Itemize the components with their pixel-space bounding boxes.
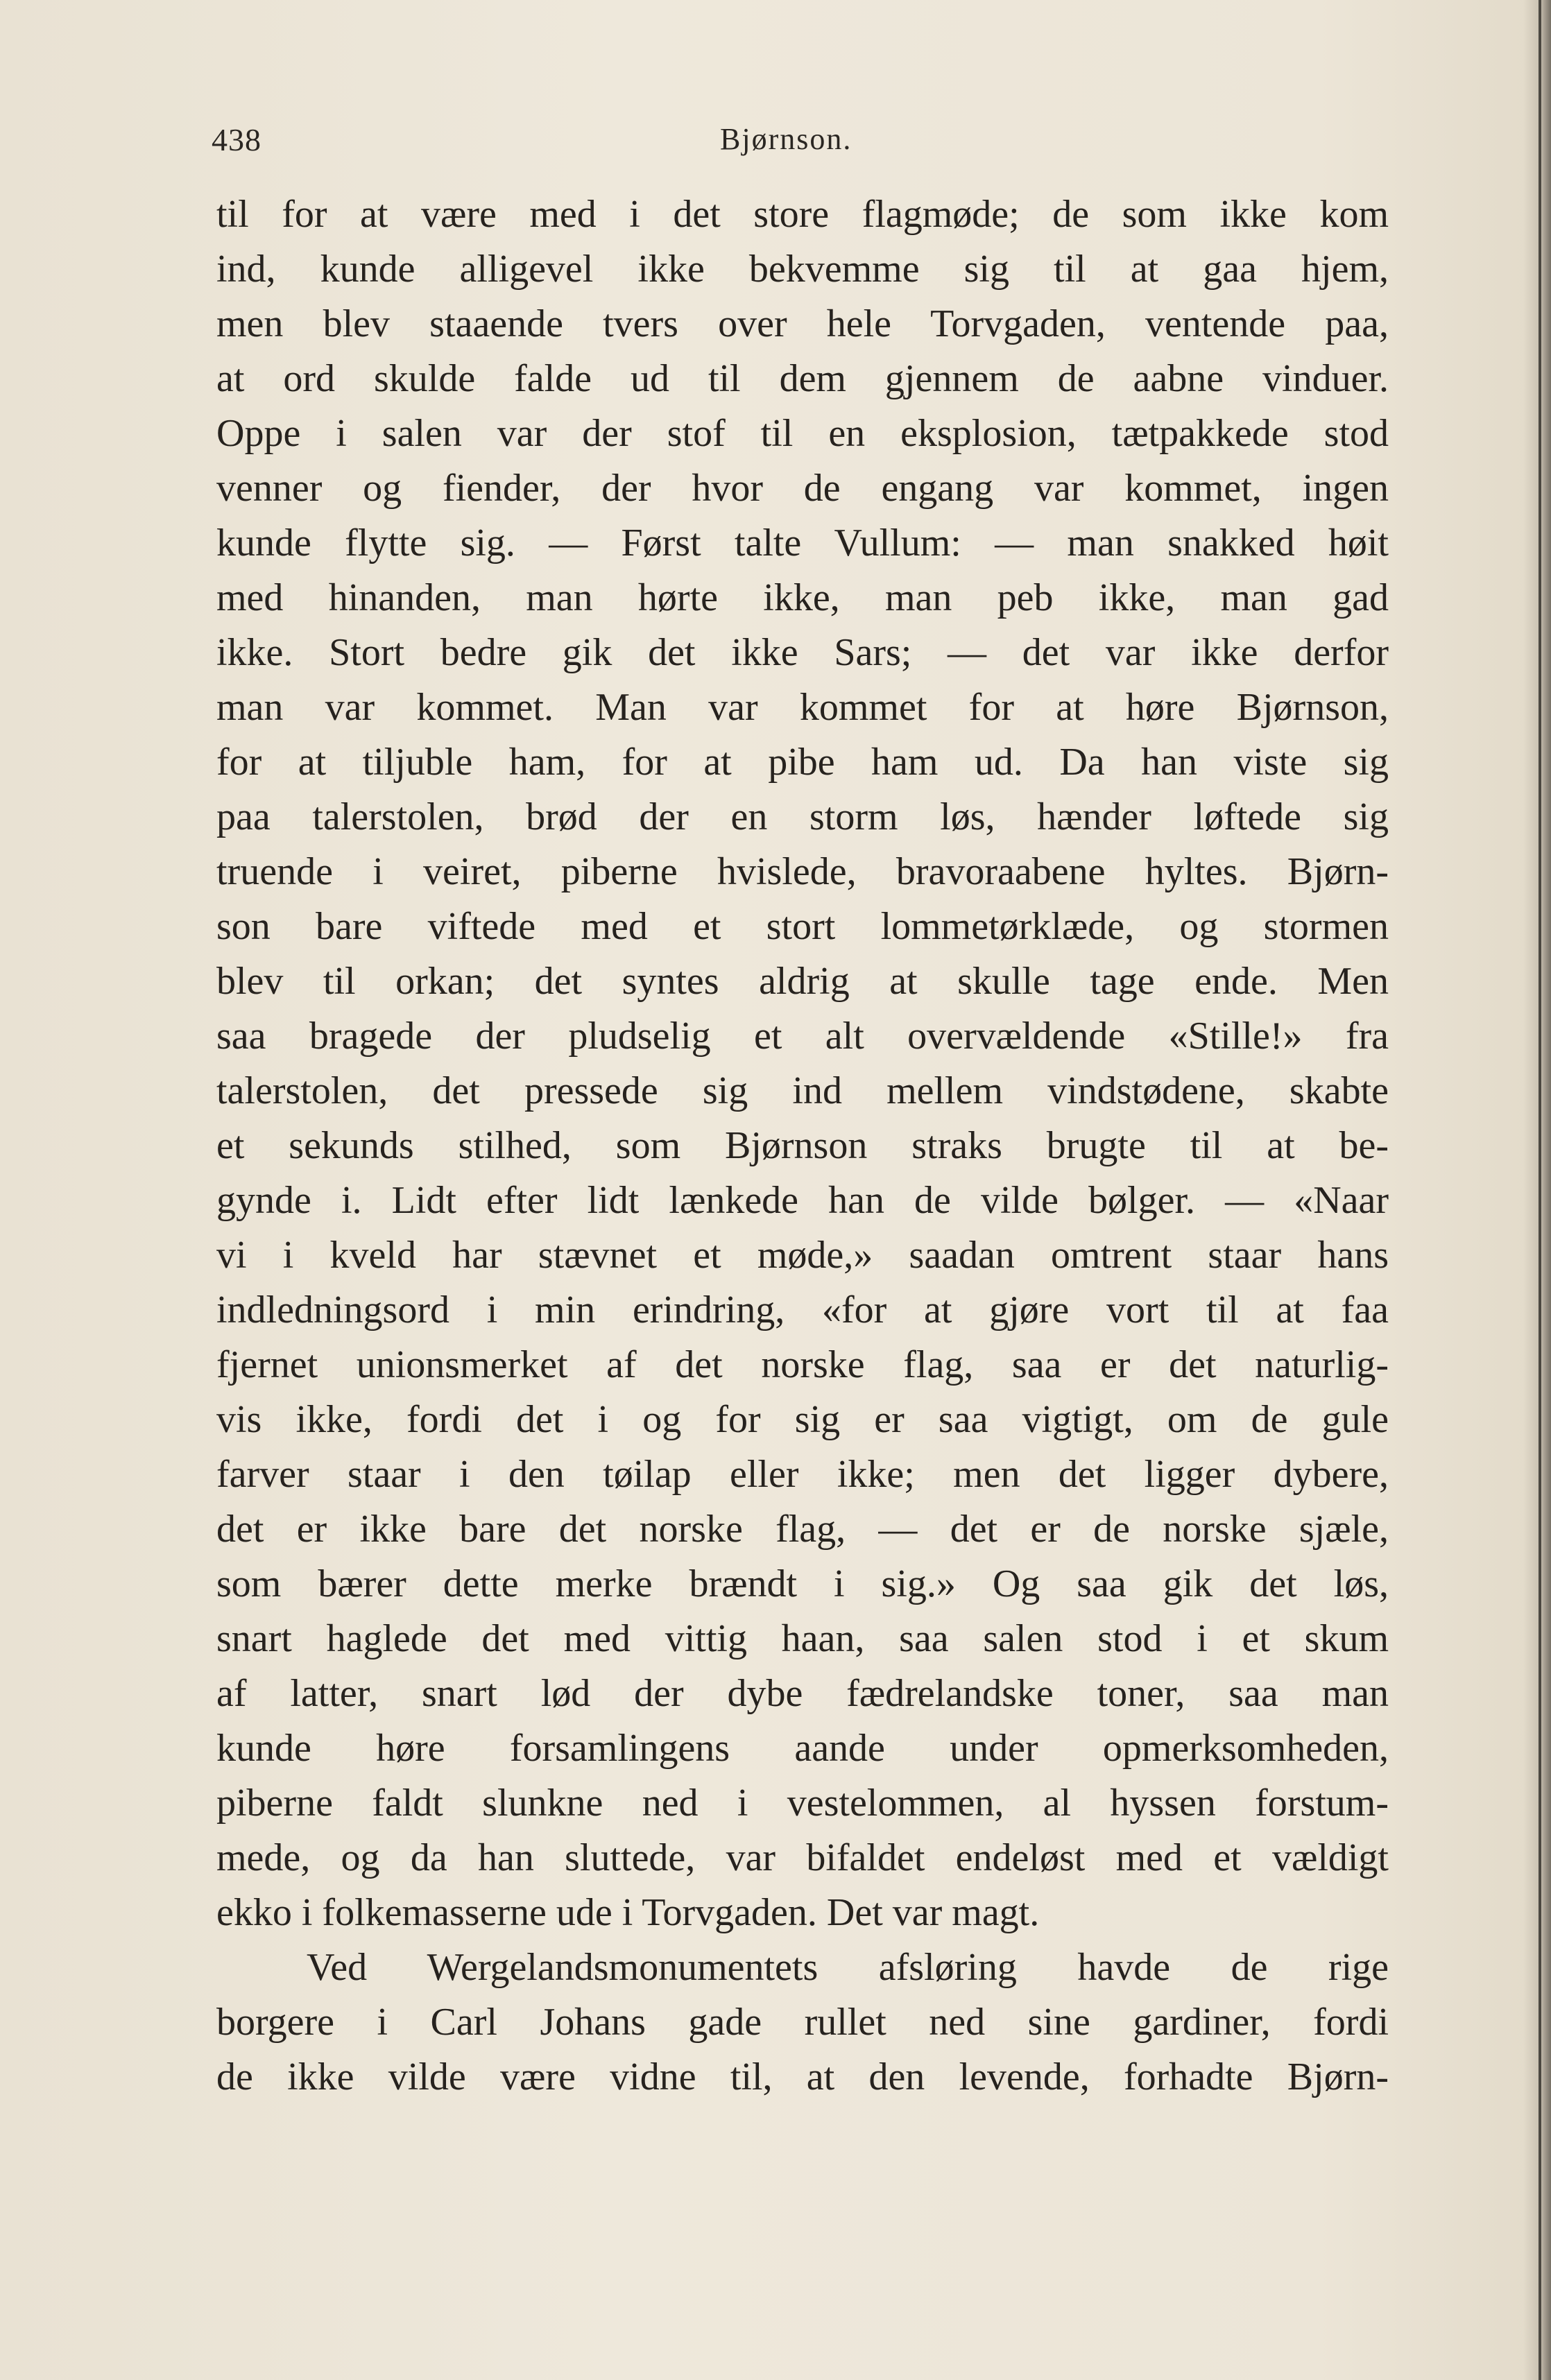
text-line: med hinanden, man hørte ikke, man peb ikke, man gad xyxy=(216,576,1389,619)
text-line: et sekunds stilhed, som Bjørnson straks brugte til at be- xyxy=(216,1124,1389,1167)
page-edge-shadow xyxy=(1523,0,1551,2380)
text-line: venner og fiender, der hvor de engang var kommet, ingen xyxy=(216,467,1389,510)
text-line: for at tiljuble ham, for at pibe ham ud. Da han viste sig xyxy=(216,741,1389,784)
text-line: ekko i folkemasserne ude i Torvgaden. Det var magt. xyxy=(216,1891,1040,1934)
text-line: kunde flytte sig. — Først talte Vullum: — man snakked høit xyxy=(216,521,1389,564)
text-line: saa bragede der pludselig et alt overvældende «Stille!» fra xyxy=(216,1015,1389,1058)
text-line: snart haglede det med vittig haan, saa salen stod i et skum xyxy=(216,1617,1389,1660)
text-line: de ikke vilde være vidne til, at den levende, forhadte Bjørn- xyxy=(216,2055,1389,2098)
text-line: paa talerstolen, brød der en storm løs, hænder løftede sig xyxy=(216,795,1389,838)
text-line: fjernet unionsmerket af det norske flag, saa er det naturlig- xyxy=(216,1343,1389,1386)
text-line: borgere i Carl Johans gade rullet ned sine gardiner, fordi xyxy=(216,2001,1389,2044)
text-line: indledningsord i min erindring, «for at gjøre vort til at faa xyxy=(216,1288,1389,1331)
running-head: Bjørnson. xyxy=(720,122,852,156)
text-line: Oppe i salen var der stof til en eksplosion, tætpakkede stod xyxy=(216,412,1389,455)
text-line: truende i veiret, piberne hvislede, bravoraabene hyltes. Bjørn- xyxy=(216,850,1389,893)
text-line: vis ikke, fordi det i og for sig er saa vigtigt, om de gule xyxy=(216,1398,1389,1441)
page-header xyxy=(212,114,1405,170)
page-number: 438 xyxy=(212,122,262,157)
body-text xyxy=(216,187,1389,2105)
text-line: det er ikke bare det norske flag, — det er de norske sjæle, xyxy=(216,1508,1389,1551)
text-line: til for at være med i det store flagmøde; de som ikke kom xyxy=(216,193,1389,236)
text-line: mede, og da han sluttede, var bifaldet endeløst med et vældigt xyxy=(216,1836,1389,1879)
text-line: ikke. Stort bedre gik det ikke Sars; — det var ikke derfor xyxy=(216,631,1389,674)
text-line: piberne faldt slunkne ned i vestelommen, al hyssen forstum- xyxy=(216,1782,1389,1825)
text-line: blev til orkan; det syntes aldrig at skulle tage ende. Men xyxy=(216,960,1389,1003)
text-line: kunde høre forsamlingens aande under opmerksomheden, xyxy=(216,1727,1389,1770)
text-line: farver staar i den tøilap eller ikke; men det ligger dybere, xyxy=(216,1453,1389,1496)
text-line: at ord skulde falde ud til dem gjennem de aabne vinduer. xyxy=(216,357,1389,400)
text-line: man var kommet. Man var kommet for at høre Bjørnson, xyxy=(216,686,1389,729)
text-line: Ved Wergelandsmonumentets afsløring havde de rige xyxy=(307,1946,1389,1989)
text-line: ind, kunde alligevel ikke bekvemme sig til at gaa hjem, xyxy=(216,248,1389,291)
text-line: men blev staaende tvers over hele Torvgaden, ventende paa, xyxy=(216,302,1389,345)
text-line: som bærer dette merke brændt i sig.» Og saa gik det løs, xyxy=(216,1562,1389,1605)
page-edge-line xyxy=(1539,0,1541,2380)
text-line: son bare viftede med et stort lommetørklæde, og stormen xyxy=(216,905,1389,948)
text-line: talerstolen, det pressede sig ind mellem vindstødene, skabte xyxy=(216,1069,1389,1112)
text-line: af latter, snart lød der dybe fædrelandske toner, saa man xyxy=(216,1672,1389,1715)
text-line: gynde i. Lidt efter lidt lænkede han de vilde bølger. — «Naar xyxy=(216,1179,1389,1222)
text-line: vi i kveld har stævnet et møde,» saadan omtrent staar hans xyxy=(216,1234,1389,1277)
